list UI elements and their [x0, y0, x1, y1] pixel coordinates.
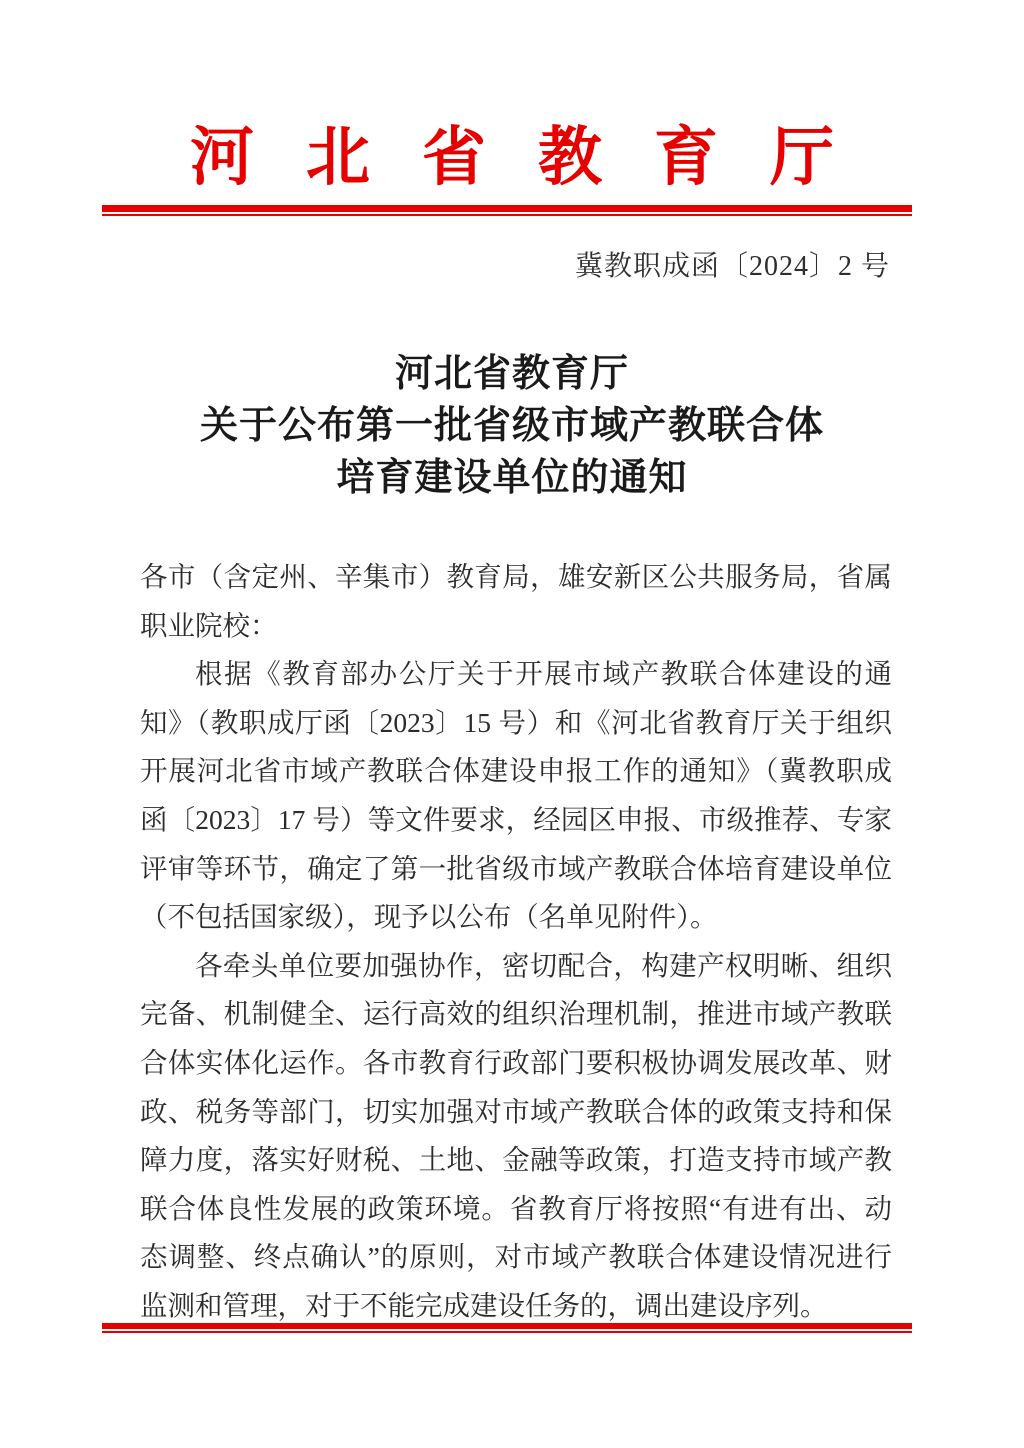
red-separator-bottom-thin-line [102, 1331, 912, 1333]
body-paragraph-2: 各牵头单位要加强协作，密切配合，构建产权明晰、组织完备、机制健全、运行高效的组织治理机制，推进市域产教联合体实体化运作。各市教育行政部门要积极协调发展改革、财政、税务等部门，切实加强对市域产教联合体的政策支持和保障力度，落实好财税、土地、金融等政策，打造支持市域产教联合体良性发展的政策环境。省教育厅将按照“有进有出、动态调整、终点确认”的原则，对市域产教联合体建设情况进行监测和管理，对于不能完成建设任务的，调出建设序列。 [140, 949, 892, 1321]
red-separator-top [102, 205, 912, 216]
red-separator-bottom [102, 1323, 912, 1333]
body-paragraph-1: 根据《教育部办公厅关于开展市域产教联合体建设的通知》（教职成厅函〔2023〕15 号）和《河北省教育厅关于组织开展河北省市域产教联合体建设申报工作的通知》（冀教职成函〔2023〕17 号）等文件要求，经园区申报、市级推荐、专家评审等环节，确定了第一批省级市域产教联合体培育建设单位（不包括国家级），现予以公布（名单见附件）。 [140, 658, 892, 933]
red-separator-top-thin-line [102, 214, 912, 216]
document-title [0, 348, 1024, 504]
document-title-line-1: 河北省教育厅 [394, 353, 629, 395]
letterhead-agency-name: 河北省教育厅 [190, 122, 886, 193]
red-separator-top-thick-line [102, 205, 912, 212]
document-title-line-3: 培育建设单位的通知 [336, 457, 688, 499]
document-title-line-2: 关于公布第一批省级市域产教联合体 [199, 405, 824, 447]
document-reference-number: 冀教职成函〔2024〕2 号 [574, 251, 890, 282]
salutation-paragraph: 各市（含定州、辛集市）教育局，雄安新区公共服务局，省属职业院校： [140, 561, 892, 641]
document-body [140, 553, 892, 1331]
